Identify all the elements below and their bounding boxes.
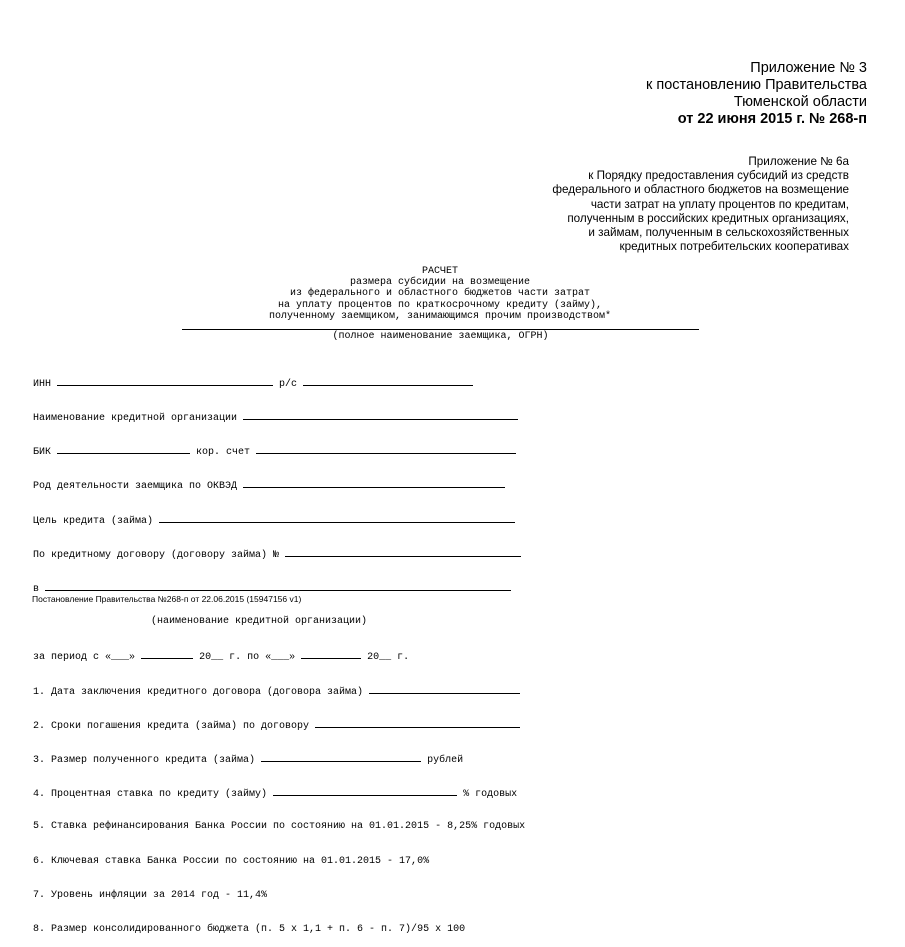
inn-field[interactable] — [57, 377, 273, 386]
purpose-field[interactable] — [159, 514, 515, 523]
bank-caption: (наименование кредитной организации) — [151, 616, 368, 628]
rubles-label: рублей — [427, 755, 464, 767]
bank-in-row — [33, 582, 525, 596]
subappendix-line: кредитных потребительских кооперативах — [619, 240, 849, 254]
subappendix-line: к Порядку предоставления субсидий из средств — [588, 169, 849, 183]
subappendix-line: и займам, полученным в сельскохозяйственных — [588, 226, 849, 240]
bank-name-row — [33, 411, 525, 425]
inn-row — [33, 377, 525, 388]
okved-label: Род деятельности заемщика по ОКВЭД — [33, 481, 238, 493]
item-4-label: 4. Процентная ставка по кредиту (займу) — [33, 789, 268, 801]
subappendix-block — [552, 155, 849, 254]
corr-field[interactable] — [256, 445, 516, 454]
subappendix-line: федерального и областного бюджетов на возмещение — [552, 183, 849, 197]
title-line: из федерального и областного бюджетов части затрат — [289, 288, 591, 300]
purpose-label: Цель кредита (займа) — [33, 515, 154, 527]
item-row — [33, 856, 525, 867]
rs-label: р/с — [279, 378, 298, 390]
borrower-caption: (полное наименование заемщика, ОГРН) — [332, 331, 549, 342]
item-4-field[interactable] — [273, 787, 457, 796]
period-from-field[interactable] — [141, 650, 193, 659]
bank-name-field[interactable] — [243, 411, 518, 420]
bank-name-label: Наименование кредитной организации — [33, 413, 238, 425]
purpose-row — [33, 514, 525, 525]
bank-in-field[interactable] — [45, 582, 511, 591]
item-8-label: 8. Размер консолидированного бюджета (п. 5 х 1,1 + п. 6 - п. 7)/95 х 100 — [33, 924, 466, 936]
item-row — [33, 685, 525, 696]
appendix-ref-line: к постановлению Правительства — [646, 77, 867, 93]
okved-row — [33, 479, 525, 493]
document-title — [180, 266, 700, 322]
okved-field[interactable] — [243, 479, 505, 488]
item-2-field[interactable] — [315, 719, 520, 728]
period-to-field[interactable] — [301, 650, 361, 659]
title-line: размера субсидии на возмещение — [349, 277, 531, 289]
appendix-header — [646, 60, 867, 128]
title-heading: РАСЧЕТ — [421, 266, 458, 277]
subappendix-line: полученным в российских кредитных организациях, — [567, 211, 849, 225]
inn-label: ИНН — [33, 378, 52, 390]
item-row — [33, 924, 525, 935]
item-5-label: 5. Ставка рефинансирования Банка России по состоянию на 01.01.2015 - 8,25% годовых — [33, 821, 526, 833]
borrower-name-line — [182, 329, 699, 330]
item-2-label: 2. Сроки погашения кредита (займа) по договору — [33, 720, 310, 732]
item-3-label: 3. Размер полученного кредита (займа) — [33, 755, 256, 767]
item-row — [33, 719, 525, 730]
document-footer: Постановление Правительства №268-п от 22.06.2015 (15947156 v1) — [32, 594, 302, 604]
item-row — [33, 890, 525, 901]
item-row — [33, 753, 525, 767]
appendix-number: Приложение № 3 — [750, 60, 867, 76]
item-row — [33, 787, 525, 801]
corr-label: кор. счет — [196, 447, 251, 459]
subappendix-line: части затрат на уплату процентов по кредитам, — [590, 197, 849, 211]
bank-caption-row — [33, 616, 525, 627]
contract-row — [33, 548, 525, 559]
period-from-label: за период с «___» — [33, 652, 136, 664]
bik-label: БИК — [33, 447, 52, 459]
period-end-label: 20__ г. — [367, 652, 410, 664]
appendix-date: от 22 июня 2015 г. № 268-п — [677, 111, 867, 127]
item-row — [33, 821, 525, 832]
item-3-field[interactable] — [261, 753, 421, 762]
title-line: на уплату процентов по краткосрочному кредиту (займу), — [277, 299, 603, 311]
percent-label: % годовых — [463, 789, 518, 801]
period-row — [33, 650, 525, 664]
item-6-label: 6. Ключевая ставка Банка России по состоянию на 01.01.2015 - 17,0% — [33, 855, 430, 867]
item-1-field[interactable] — [369, 685, 520, 694]
bik-field[interactable] — [57, 445, 190, 454]
title-line: полученному заемщиком, занимающимся прочим производством* — [268, 310, 612, 322]
period-to-label: 20__ г. по «___» — [199, 652, 296, 664]
rs-field[interactable] — [303, 377, 473, 386]
in-label: в — [33, 584, 40, 596]
item-1-label: 1. Дата заключения кредитного договора (договора займа) — [33, 686, 364, 698]
bik-row — [33, 445, 525, 459]
contract-field[interactable] — [285, 548, 521, 557]
subappendix-line: Приложение № 6а — [748, 155, 849, 168]
contract-label: По кредитному договору (договору займа) № — [33, 549, 280, 561]
appendix-region: Тюменской области — [733, 94, 867, 110]
calculation-form — [33, 354, 525, 947]
item-7-label: 7. Уровень инфляции за 2014 год - 11,4% — [33, 889, 268, 901]
